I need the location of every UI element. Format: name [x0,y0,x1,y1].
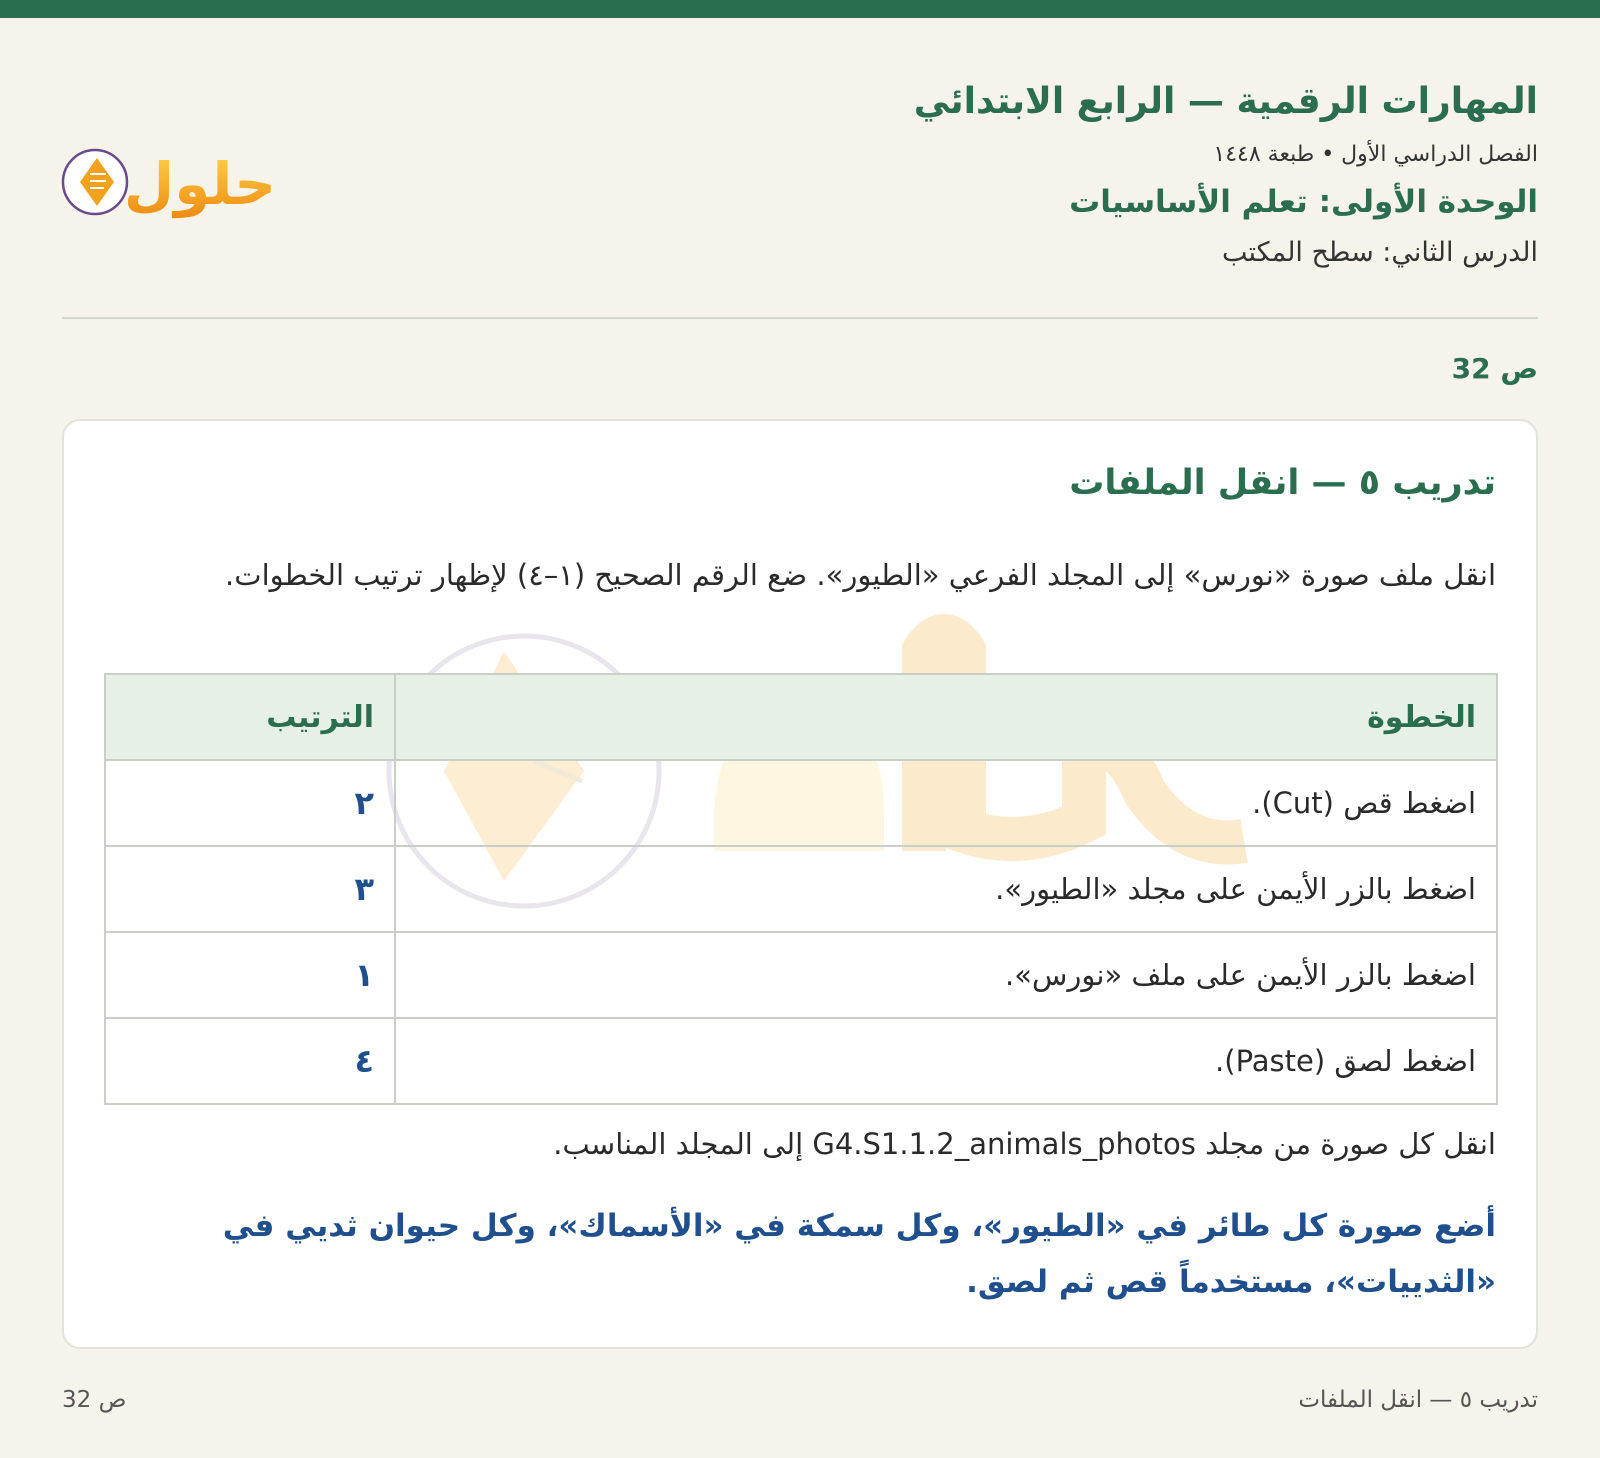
step-cell: اضغط بالزر الأيمن على مجلد «الطيور». [395,846,1497,932]
column-header-order: الترتيب [105,674,395,760]
table-header-row [105,674,1497,760]
exercise-instructions: انقل ملف صورة «نورس» إلى المجلد الفرعي «الطيور». ضع الرقم الصحيح (١–٤) لإظهار ترتيب الخطوات. [225,558,1496,592]
exercise-note: انقل كل صورة من مجلد G4.S1.1.2_animals_photos إلى المجلد المناسب. [553,1127,1496,1161]
hulul-logo [60,132,280,222]
footer-page-number: ص 32 [62,1387,127,1413]
book-title: المهارات الرقمية — الرابع الابتدائي [913,81,1538,122]
footer-exercise-title: تدريب ٥ — انقل الملفات [1298,1387,1538,1413]
column-header-step: الخطوة [395,674,1497,760]
top-accent-bar [0,0,1600,18]
page-header [538,75,1538,273]
exercise-answer: أضع صورة كل طائر في «الطيور»، وكل سمكة في «الأسماك»، وكل حيوان ثديي في «الثدييات»، مستخدماً قص ثم لصق. [222,1208,1496,1300]
steps-order-table [104,673,1498,1105]
order-cell: ٢ [105,760,395,846]
page-number-label: ص 32 [1451,352,1538,385]
lesson-title: الدرس الثاني: سطح المكتب [1222,237,1538,268]
step-cell: اضغط لصق (Paste). [395,1018,1497,1104]
unit-title: الوحدة الأولى: تعلم الأساسيات [1069,184,1538,220]
logo-wordmark: حلول [123,150,277,218]
exercise-title: تدريب ٥ — انقل الملفات [1069,463,1496,503]
order-cell: ٣ [105,846,395,932]
table-row [105,932,1497,1018]
order-cell: ٤ [105,1018,395,1104]
exercise-card [62,419,1538,1349]
table-row [105,1018,1497,1104]
header-divider [62,317,1538,319]
step-cell: اضغط قص (Cut). [395,760,1497,846]
table-row [105,846,1497,932]
order-cell: ١ [105,932,395,1018]
book-subtitle: الفصل الدراسي الأول • طبعة ١٤٤٨ [1213,142,1538,167]
step-cell: اضغط بالزر الأيمن على ملف «نورس». [395,932,1497,1018]
table-row [105,760,1497,846]
